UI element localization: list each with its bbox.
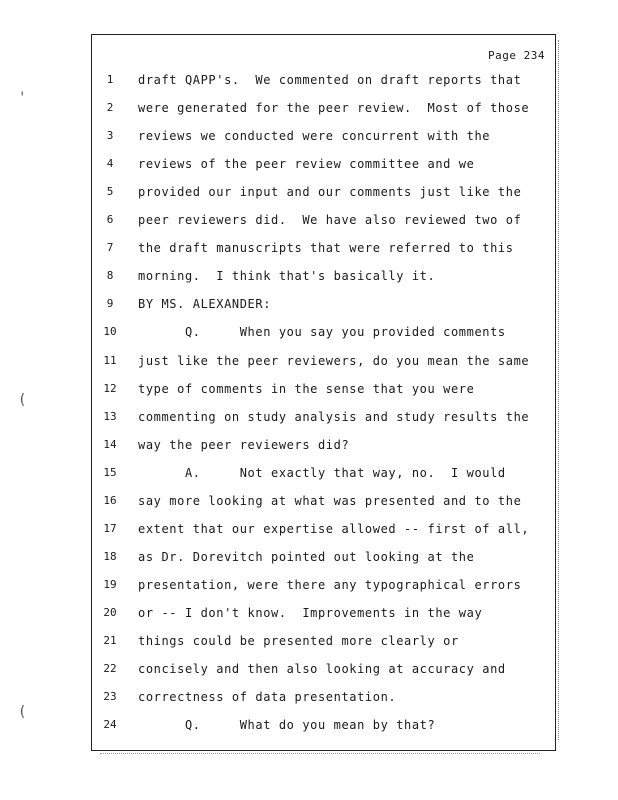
line-number: 11 [103, 353, 117, 367]
left-margin-mark-top: ' [18, 90, 27, 106]
transcript-line [92, 99, 555, 117]
line-text: concisely and then also looking at accuracy and [138, 662, 506, 677]
transcript-page [91, 34, 556, 751]
line-number: 3 [106, 129, 114, 143]
transcript-line [92, 436, 555, 454]
transcript-line [92, 464, 555, 482]
line-text: A. Not exactly that way, no. I would [138, 465, 506, 480]
page-number: Page 234 [488, 49, 545, 62]
line-number: 4 [106, 157, 114, 171]
line-number: 20 [103, 605, 117, 619]
transcript-line [92, 295, 555, 313]
line-number: 9 [106, 297, 114, 311]
line-text: extent that our expertise allowed -- first of all, [138, 521, 530, 536]
transcript-line [92, 352, 555, 370]
transcript-line [92, 127, 555, 145]
transcript-line [92, 492, 555, 510]
line-number: 15 [103, 465, 117, 479]
left-margin-mark-middle: ( [18, 392, 27, 408]
transcript-line [92, 604, 555, 622]
left-margin-mark-bottom: ( [18, 704, 27, 720]
transcript-line [92, 688, 555, 706]
line-text: as Dr. Dorevitch pointed out looking at the [138, 549, 475, 564]
line-number: 23 [103, 690, 117, 704]
line-number: 6 [106, 213, 114, 227]
transcript-line [92, 267, 555, 285]
transcript-line [92, 323, 555, 341]
line-number: 13 [103, 409, 117, 423]
line-text: morning. I think that's basically it. [138, 269, 436, 284]
line-number: 5 [106, 185, 114, 199]
transcript-line [92, 380, 555, 398]
line-number: 18 [103, 549, 117, 563]
line-text: reviews of the peer review committee and we [138, 157, 475, 172]
line-number: 14 [103, 437, 117, 451]
line-number: 19 [103, 577, 117, 591]
transcript-line [92, 211, 555, 229]
transcript-line [92, 520, 555, 538]
line-text: correctness of data presentation. [138, 690, 397, 705]
right-edge-dotted-line [558, 40, 561, 740]
line-text: provided our input and our comments just like the [138, 185, 522, 200]
line-number: 24 [103, 718, 117, 732]
line-number: 12 [103, 381, 117, 395]
line-text: BY MS. ALEXANDER: [138, 297, 272, 312]
line-text: commenting on study analysis and study results the [138, 409, 530, 424]
transcript-line [92, 155, 555, 173]
line-text: just like the peer reviewers, do you mean the same [138, 353, 530, 368]
transcript-line [92, 660, 555, 678]
line-number: 2 [106, 101, 114, 115]
line-text: the draft manuscripts that were referred to this [138, 241, 514, 256]
line-number: 21 [103, 634, 117, 647]
transcript-line [92, 239, 555, 257]
line-text: were generated for the peer review. Most of those [138, 101, 530, 116]
line-number: 1 [106, 73, 114, 86]
line-text: peer reviewers did. We have also reviewed two of [138, 213, 522, 228]
transcript-line [92, 632, 555, 650]
line-text: type of comments in the sense that you were [138, 381, 475, 396]
transcript-line [92, 408, 555, 426]
line-text: way the peer reviewers did? [138, 437, 350, 452]
line-text: reviews we conducted were concurrent with the [138, 129, 491, 144]
transcript-line [92, 576, 555, 594]
line-text: draft QAPP's. We commented on draft reports that [138, 73, 522, 87]
line-text: say more looking at what was presented and to the [138, 493, 522, 508]
line-number: 17 [103, 521, 117, 535]
line-text: Q. When you say you provided comments [138, 325, 506, 340]
line-text: presentation, were there any typographical errors [138, 577, 522, 592]
line-number: 22 [103, 662, 117, 676]
line-number: 10 [103, 325, 117, 339]
footer-dotted-line [100, 753, 540, 754]
line-text: things could be presented more clearly or [138, 634, 459, 648]
line-text: or -- I don't know. Improvements in the way [138, 605, 483, 620]
transcript-line [92, 716, 555, 734]
line-text: Q. What do you mean by that? [138, 718, 436, 733]
transcript-line [92, 71, 555, 89]
line-number: 8 [106, 269, 114, 283]
line-number: 7 [106, 241, 114, 255]
line-number: 16 [103, 493, 117, 507]
transcript-line [92, 183, 555, 201]
transcript-line [92, 548, 555, 566]
